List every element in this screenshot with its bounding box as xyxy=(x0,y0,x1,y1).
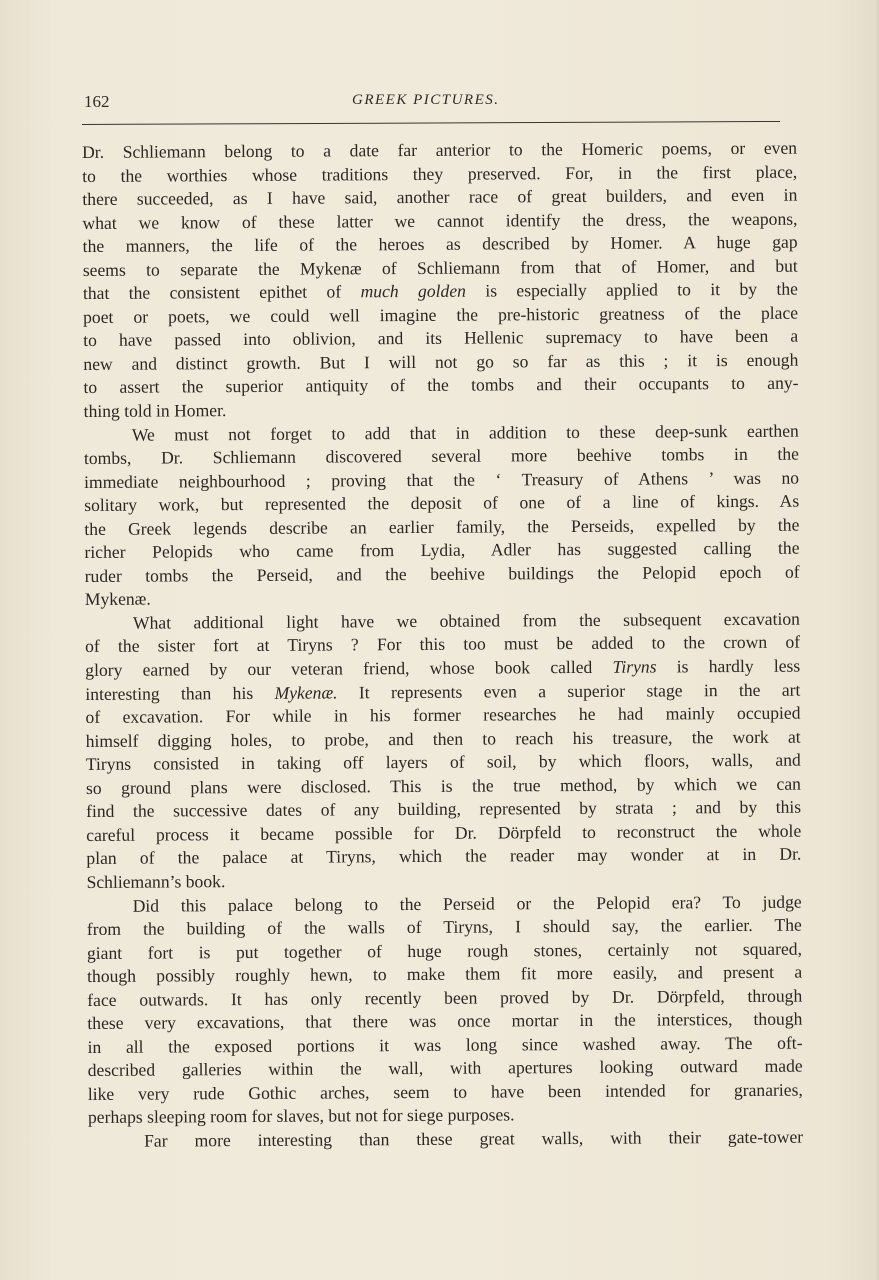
text-line: like very rude Gothic arches, seem to have been intended for granaries, xyxy=(87,1079,803,1104)
text-line: face outwards. It has only recently been proved by Dr. Dörpfeld, through xyxy=(87,985,803,1010)
page-header xyxy=(84,88,784,118)
text-line: of the sister fort at Tiryns ? For this too must be added to the crown of xyxy=(85,632,801,657)
text-line: Mykenæ. xyxy=(84,588,151,610)
text-line: though possibly roughly hewn, to make them fit more easily, and present a xyxy=(87,961,803,987)
text-line: thing told in Homer. xyxy=(83,400,227,422)
text-segment: that the consistent epithet of xyxy=(82,281,361,304)
text-line: plan of the palace at Tiryns, which the reader may wonder at in Dr. xyxy=(86,844,802,869)
text-segment: interesting than his xyxy=(85,682,275,704)
header-rule xyxy=(82,121,780,125)
text-line: described galleries within the wall, with apertures looking outward made xyxy=(87,1055,803,1081)
text-line: in all the exposed portions it was long since washed away. The oft- xyxy=(87,1032,803,1057)
body-text xyxy=(82,137,803,1154)
text-line: find the successive dates of any building, represented by strata ; and by this xyxy=(86,796,802,822)
text-line: the Greek legends describe an earlier family, the Perseids, expelled by the xyxy=(84,514,800,539)
text-line: Far more interesting than these great walls, with their gate-tower xyxy=(144,1126,804,1151)
text-line: these very excavations, that there was once mortar in the interstices, though xyxy=(87,1008,803,1034)
text-line: to have passed into oblivion, and its Hellenic supremacy to have been a xyxy=(83,326,799,351)
text-line: to the worthies whose traditions they preserved. For, in the first place, xyxy=(82,161,798,186)
italic-term: Mykenæ. xyxy=(274,682,338,703)
text-line: richer Pelopids who came from Lydia, Adler has suggested calling the xyxy=(84,537,800,563)
page-number: 162 xyxy=(84,92,110,111)
text-line: What additional light have we obtained from the subsequent excavation xyxy=(132,608,800,633)
text-line: Dr. Schliemann belong to a date far anterior to the Homeric poems, or even xyxy=(82,137,798,162)
italic-term: much golden xyxy=(360,280,466,302)
text-segment: It represents even a superior stage in the art xyxy=(337,679,801,703)
text-line: We must not forget to add that in addition to these deep-sunk earthen xyxy=(131,420,799,445)
text-line: so ground plans were disclosed. This is the true method, by which we can xyxy=(85,773,801,798)
text-segment: glory earned by our veteran friend, whose book called xyxy=(85,656,613,681)
text-line: solitary work, but represented the deposit of one of a line of kings. As xyxy=(84,490,800,516)
text-line: perhaps sleeping room for slaves, but not for siege purposes. xyxy=(87,1104,515,1128)
text-line: from the building of the walls of Tiryns, I should say, the earlier. The xyxy=(86,914,802,940)
text-line: ruder tombs the Perseid, and the beehive buildings the Pelopid epoch of xyxy=(84,561,800,586)
text-segment: is hardly less xyxy=(656,655,801,677)
text-line: to assert the superior antiquity of the tombs and their occupants to any- xyxy=(83,373,799,398)
text-line: there succeeded, as I have said, another race of great builders, and even in xyxy=(82,184,798,210)
italic-term: Tiryns xyxy=(612,656,657,677)
text-line: Tiryns consisted in taking off layers of soil, by which floors, walls, and xyxy=(85,749,801,775)
text-line: himself digging holes, to probe, and then to reach his treasure, the work at xyxy=(85,726,801,751)
text-line: what we know of these latter we cannot identify the dress, the weapons, xyxy=(82,208,798,233)
text-line: seems to separate the Mykenæ of Schliemann from that of Homer, and but xyxy=(82,255,798,280)
text-line: Schliemann’s book. xyxy=(86,871,226,892)
running-title: GREEK PICTURES. xyxy=(352,92,500,108)
text-line: Did this palace belong to the Perseid or the Pelopid era? To judge xyxy=(132,891,802,916)
page-edge xyxy=(873,0,879,1280)
text-line: tombs, Dr. Schliemann discovered several more beehive tombs in the xyxy=(83,443,799,469)
text-line: careful process it became possible for Dr. Dörpfeld to reconstruct the whole xyxy=(86,820,802,845)
text-segment: is especially applied to it by the xyxy=(465,278,798,301)
text-line: new and distinct growth. But I will not go so far as this ; it is enough xyxy=(83,349,799,374)
text-line: immediate neighbourhood ; proving that the ‘ Treasury of Athens ’ was no xyxy=(84,467,800,492)
text-line: poet or poets, we could well imagine the pre-historic greatness of the place xyxy=(83,302,799,327)
text-line: giant fort is put together of huge rough stones, certainly not squared, xyxy=(86,938,803,963)
text-line: the manners, the life of the heroes as described by Homer. A huge gap xyxy=(82,231,798,257)
text-line: of excavation. For while in his former researches he had mainly occupied xyxy=(85,702,801,728)
